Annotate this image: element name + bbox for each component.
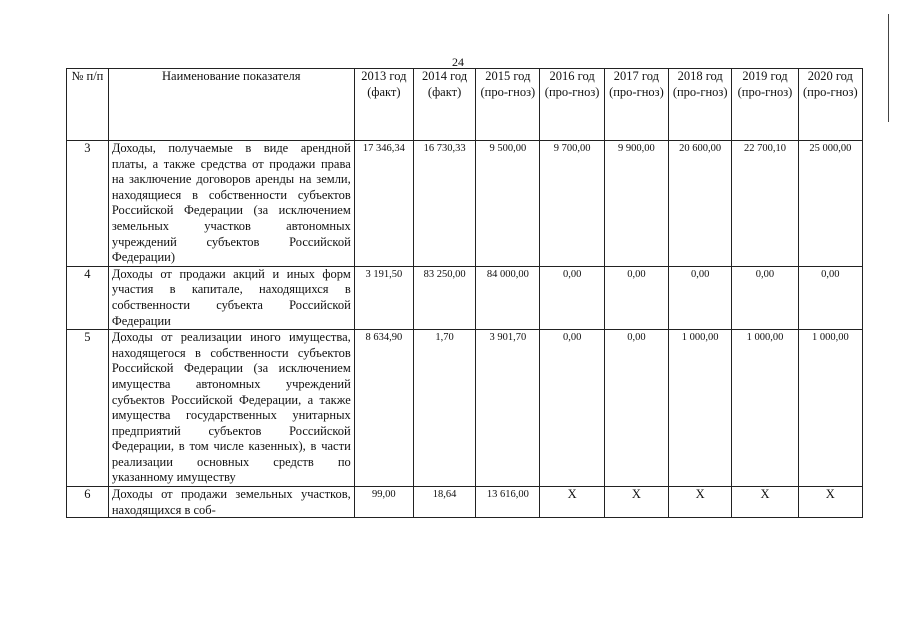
value-2020: 0,00	[798, 266, 862, 329]
value-2017: 0,00	[604, 266, 668, 329]
revenue-forecast-table	[66, 68, 863, 518]
row-name: Доходы от реализации иного имущества, находящегося в собственности субъектов Российской Федерации (за исключением имущества автономных учреждений субъектов Российской Федерации, а также имущества государственных унитарных предприятий субъектов Российской Федерации, в том числе казенных), в части реализации основных средств по указанному имуществу	[108, 330, 354, 487]
value-2015: 3 901,70	[476, 330, 540, 487]
value-2019: 1 000,00	[732, 330, 798, 487]
row-number: 4	[67, 266, 109, 329]
row-name	[108, 487, 354, 518]
header-year-2015: 2015 год (про-гноз)	[476, 69, 540, 141]
value-2016: 0,00	[540, 330, 604, 487]
page-number: 24	[452, 55, 464, 69]
value-2017: 9 900,00	[604, 141, 668, 267]
value-2013: 8 634,90	[354, 330, 413, 487]
row-number: 6	[67, 487, 109, 518]
value-2013: 99,00	[354, 487, 413, 518]
value-2014: 1,70	[413, 330, 475, 487]
value-2014: 83 250,00	[413, 266, 475, 329]
value-2019: 0,00	[732, 266, 798, 329]
row-name-text: Доходы от продажи земельных участков, находящихся в соб-	[111, 487, 351, 517]
value-2019: X	[732, 487, 798, 518]
value-2016: 9 700,00	[540, 141, 604, 267]
table-row	[67, 487, 863, 518]
value-2019: 22 700,10	[732, 141, 798, 267]
header-year-2019: 2019 год (про-гноз)	[732, 69, 798, 141]
value-2015: 84 000,00	[476, 266, 540, 329]
header-num: № п/п	[67, 69, 109, 141]
value-2017: X	[604, 487, 668, 518]
header-year-2017: 2017 год (про-гноз)	[604, 69, 668, 141]
value-2020: 25 000,00	[798, 141, 862, 267]
value-2020: X	[798, 487, 862, 518]
row-name: Доходы, получаемые в виде арендной платы, а также средства от продажи права на заключение договоров аренды на земли, находящиеся в собственности субъектов Российской Федерации (за исключением земельных участков автономных учреждений субъектов Российской Федерации)	[108, 141, 354, 267]
table-row	[67, 266, 863, 329]
header-year-2014: 2014 год (факт)	[413, 69, 475, 141]
value-2018: X	[669, 487, 732, 518]
value-2018: 1 000,00	[669, 330, 732, 487]
value-2014: 16 730,33	[413, 141, 475, 267]
value-2015: 13 616,00	[476, 487, 540, 518]
value-2014: 18,64	[413, 487, 475, 518]
header-year-2013: 2013 год (факт)	[354, 69, 413, 141]
value-2020: 1 000,00	[798, 330, 862, 487]
value-2015: 9 500,00	[476, 141, 540, 267]
row-name: Доходы от продажи акций и иных форм участия в капитале, находящихся в собственности субъекта Российской Федерации	[108, 266, 354, 329]
row-number: 3	[67, 141, 109, 267]
header-year-2018: 2018 год (про-гноз)	[669, 69, 732, 141]
header-name: Наименование показателя	[108, 69, 354, 141]
value-2017: 0,00	[604, 330, 668, 487]
row-number: 5	[67, 330, 109, 487]
value-2016: 0,00	[540, 266, 604, 329]
value-2013: 17 346,34	[354, 141, 413, 267]
header-year-2020: 2020 год (про-гноз)	[798, 69, 862, 141]
value-2018: 20 600,00	[669, 141, 732, 267]
table-row	[67, 141, 863, 267]
table-header-row	[67, 69, 863, 141]
value-2018: 0,00	[669, 266, 732, 329]
margin-line	[888, 14, 889, 122]
value-2016: X	[540, 487, 604, 518]
value-2013: 3 191,50	[354, 266, 413, 329]
table-row	[67, 330, 863, 487]
header-year-2016: 2016 год (про-гноз)	[540, 69, 604, 141]
